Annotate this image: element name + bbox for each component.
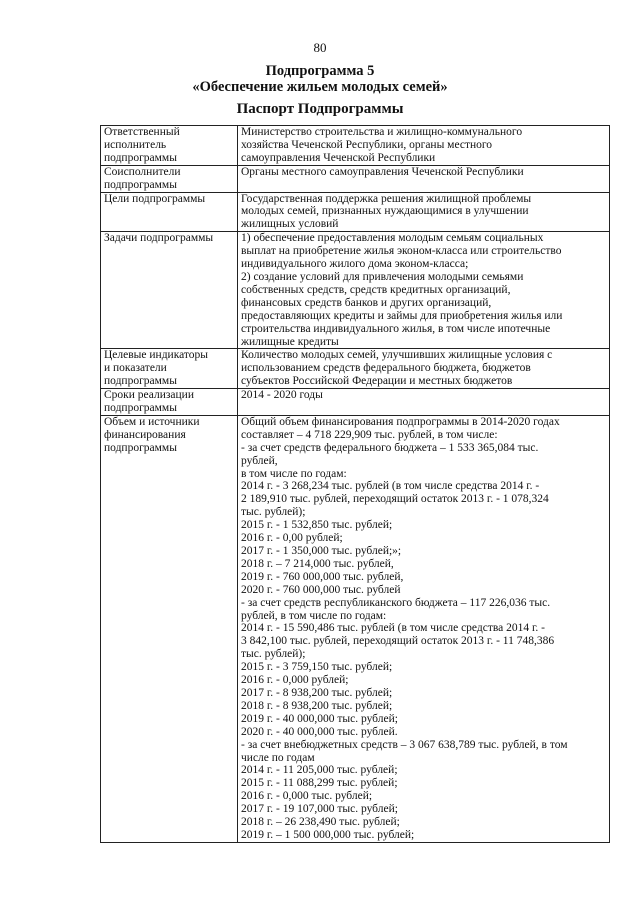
value-line: 2020 г. - 760 000,000 тыс. рублей [241,583,401,596]
label-line: Цели подпрограммы [104,192,206,205]
label-line: подпрограммы [104,441,177,454]
label-line: Ответственный [104,126,180,138]
value-line: тыс. рублей); [241,506,306,519]
value-line: - за счет средств республиканского бюджета – 117 226,036 тыс. [241,596,551,609]
value-line: в том числе по годам: [241,467,347,480]
passport-title: Паспорт Подпрограммы [236,101,404,117]
value-line: Органы местного самоуправления Чеченской Республики [241,165,524,178]
value-line: жилищных условий [241,218,339,231]
label-line: подпрограммы [104,375,177,388]
value-line: самоуправления Чеченской Республики [241,151,436,164]
passport-row-label [101,165,238,192]
passport-row-label [101,415,238,842]
value-line: использованием средств федерального бюджета, бюджетов [241,362,531,375]
label-line: подпрограммы [104,151,177,164]
value-line: 2020 г. - 40 000,000 тыс. рублей. [241,725,398,738]
subprogram-name: «Обеспечение жильем молодых семей» [192,79,448,95]
value-line: числе по годам [241,751,315,764]
value-line: Количество молодых семей, улучшивших жилищные условия с [241,349,553,362]
value-line: 2014 - 2020 годы [241,389,323,402]
passport-row-value [238,232,610,349]
passport-row-value [238,192,610,232]
value-line: 2019 г. - 40 000,000 тыс. рублей; [241,712,398,725]
value-line: 2014 г. - 15 590,486 тыс. рублей (в том числе средства 2014 г. - [241,622,545,635]
value-line: предоставляющих кредиты и займы для приобретения жилья или [241,309,563,322]
passport-row [101,389,610,416]
passport-row-value [238,165,610,192]
value-line: Министерство строительства и жилищно-коммунального [241,126,523,138]
value-line: 2019 г. – 1 500 000,000 тыс. рублей; [241,828,415,841]
value-line: 2016 г. - 0,00 рублей; [241,532,343,545]
value-line: - за счет внебюджетных средств – 3 067 638,789 тыс. рублей, в том [241,738,568,751]
label-line: Сроки реализации [104,389,194,402]
value-line: жилищные кредиты [241,335,339,348]
passport-row-value [238,126,610,166]
passport-row [101,349,610,389]
passport-row-value [238,349,610,389]
value-line: Общий объем финансирования подпрограммы в 2014-2020 годах [241,415,560,428]
value-line: рублей, [241,454,278,467]
label-line: подпрограммы [104,402,177,415]
value-line: 2019 г. - 760 000,000 тыс. рублей, [241,570,404,583]
value-line: индивидуального жилого дома эконом-класса; [241,258,469,271]
passport-row-value [238,389,610,416]
value-line: Государственная поддержка решения жилищной проблемы [241,192,532,205]
value-line: 2014 г. - 3 268,234 тыс. рублей (в том числе средства 2014 г. - [241,480,540,493]
value-line: 2018 г. – 7 214,000 тыс. рублей, [241,557,394,570]
passport-row [101,232,610,349]
value-line: тыс. рублей); [241,648,306,661]
subprogram-title: Подпрограмма 5 [265,63,375,79]
passport-table [100,125,610,843]
label-line: Объем и источники [104,415,200,428]
passport-row-label [101,232,238,349]
value-line: 2018 г. – 26 238,490 тыс. рублей; [241,816,400,829]
passport-row [101,126,610,166]
value-line: строительства индивидуального жилья, в том числе ипотечные [241,322,551,335]
label-line: подпрограммы [104,178,177,191]
value-line: 2015 г. - 11 088,299 тыс. рублей; [241,777,398,790]
value-line: 2016 г. - 0,000 рублей; [241,674,349,687]
passport-row [101,415,610,842]
value-line: субъектов Российской Федерации и местных бюджетов [241,375,513,388]
passport-row-label [101,389,238,416]
value-line: 2015 г. - 1 532,850 тыс. рублей; [241,519,393,532]
passport-row-value [238,415,610,842]
value-line: рублей, в том числе по годам: [241,609,387,622]
value-line: 2 189,910 тыс. рублей, переходящий остаток 2013 г. - 1 078,324 [241,493,549,506]
value-line: выплат на приобретение жилья эконом-класса или строительство [241,245,562,258]
label-line: Соисполнители [104,165,181,178]
passport-row-label [101,126,238,166]
value-line: финансовых средств банков и других организаций, [241,296,492,309]
label-line: и показатели [104,362,167,375]
value-line: составляет – 4 718 229,909 тыс. рублей, в том числе: [241,428,498,441]
value-line: 2) создание условий для привлечения молодыми семьями [241,270,524,283]
passport-row [101,192,610,232]
value-line: 2017 г. - 8 938,200 тыс. рублей; [241,686,393,699]
label-line: исполнитель [104,138,167,151]
value-line: 2017 г. - 1 350,000 тыс. рублей;»; [241,545,402,557]
value-line: 2015 г. - 3 759,150 тыс. рублей; [241,661,393,674]
value-line: 2018 г. - 8 938,200 тыс. рублей; [241,699,393,712]
passport-row [101,165,610,192]
value-line: молодых семей, признанных нуждающимися в улучшении [241,205,529,218]
value-line: 3 842,100 тыс. рублей, переходящий остаток 2013 г. - 11 748,386 [241,635,555,648]
value-line: - за счет средств федерального бюджета – 1 533 365,084 тыс. [241,441,539,454]
passport-table-body [101,126,610,843]
value-line: 2014 г. - 11 205,000 тыс. рублей; [241,764,398,777]
label-line: финансирования [104,428,186,441]
passport-row-label [101,192,238,232]
passport-row-label [101,349,238,389]
value-line: хозяйства Чеченской Республики, органы местного [241,138,493,151]
value-line: 2017 г. - 19 107,000 тыс. рублей; [241,803,398,816]
value-line: собственных средств, средств кредитных организаций, [241,283,511,296]
value-line: 2016 г. - 0,000 тыс. рублей; [241,790,373,803]
label-line: Задачи подпрограммы [104,232,214,245]
page-number: 80 [313,40,327,55]
label-line: Целевые индикаторы [104,349,209,362]
value-line: 1) обеспечение предоставления молодым семьям социальных [241,232,544,245]
